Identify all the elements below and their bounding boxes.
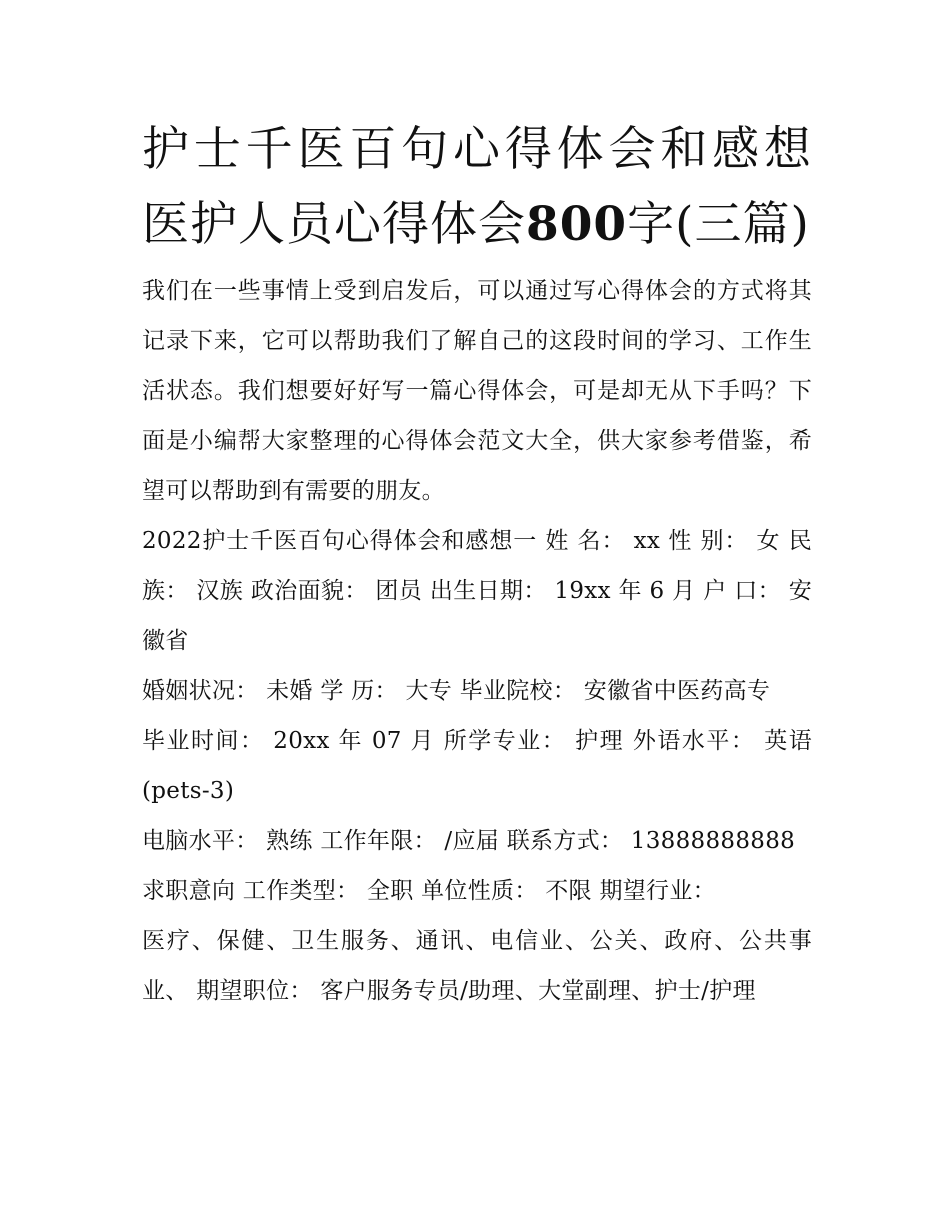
title-bold-number: 800 — [526, 197, 628, 252]
resume-industry-position: 医疗、保健、卫生服务、通讯、电信业、公关、政府、公共事业、 期望职位： 客户服务专员/助理、大堂副理、护士/护理 — [142, 928, 812, 1004]
resume-basic-info: 2022护士千医百句心得体会和感想一 姓 名： xx 性 别： 女 民族： 汉族 政治面貌： 团员 出生日期： 19xx 年 6 月 户 口： 安徽省 — [142, 528, 812, 654]
document-title — [142, 112, 812, 262]
intro-paragraph: 我们在一些事情上受到启发后，可以通过写心得体会的方式将其记录下来，它可以帮助我们了解自己的这段时间的学习、工作生活状态。我们想要好好写一篇心得体会，可是却无从下手吗？下面是小编帮大家整理的心得体会范文大全，供大家参考借鉴，希望可以帮助到有需要的朋友。 — [142, 278, 812, 504]
resume-education: 婚姻状况： 未婚 学 历： 大专 毕业院校： 安徽省中医药高专 — [142, 678, 771, 704]
resume-job-intention: 求职意向 工作类型： 全职 单位性质： 不限 期望行业： — [142, 878, 716, 904]
title-text-part2: 字(三篇) — [627, 197, 810, 252]
title-text-part1: 护士千医百句心得体会和感想医护人员心得体会 — [142, 122, 812, 252]
resume-skills-contact: 电脑水平： 熟练 工作年限： /应届 联系方式： 13888888888 — [142, 828, 796, 854]
resume-graduation: 毕业时间： 20xx 年 07 月 所学专业： 护理 外语水平： 英语(pets-3) — [142, 728, 812, 804]
document-page — [142, 112, 812, 1016]
